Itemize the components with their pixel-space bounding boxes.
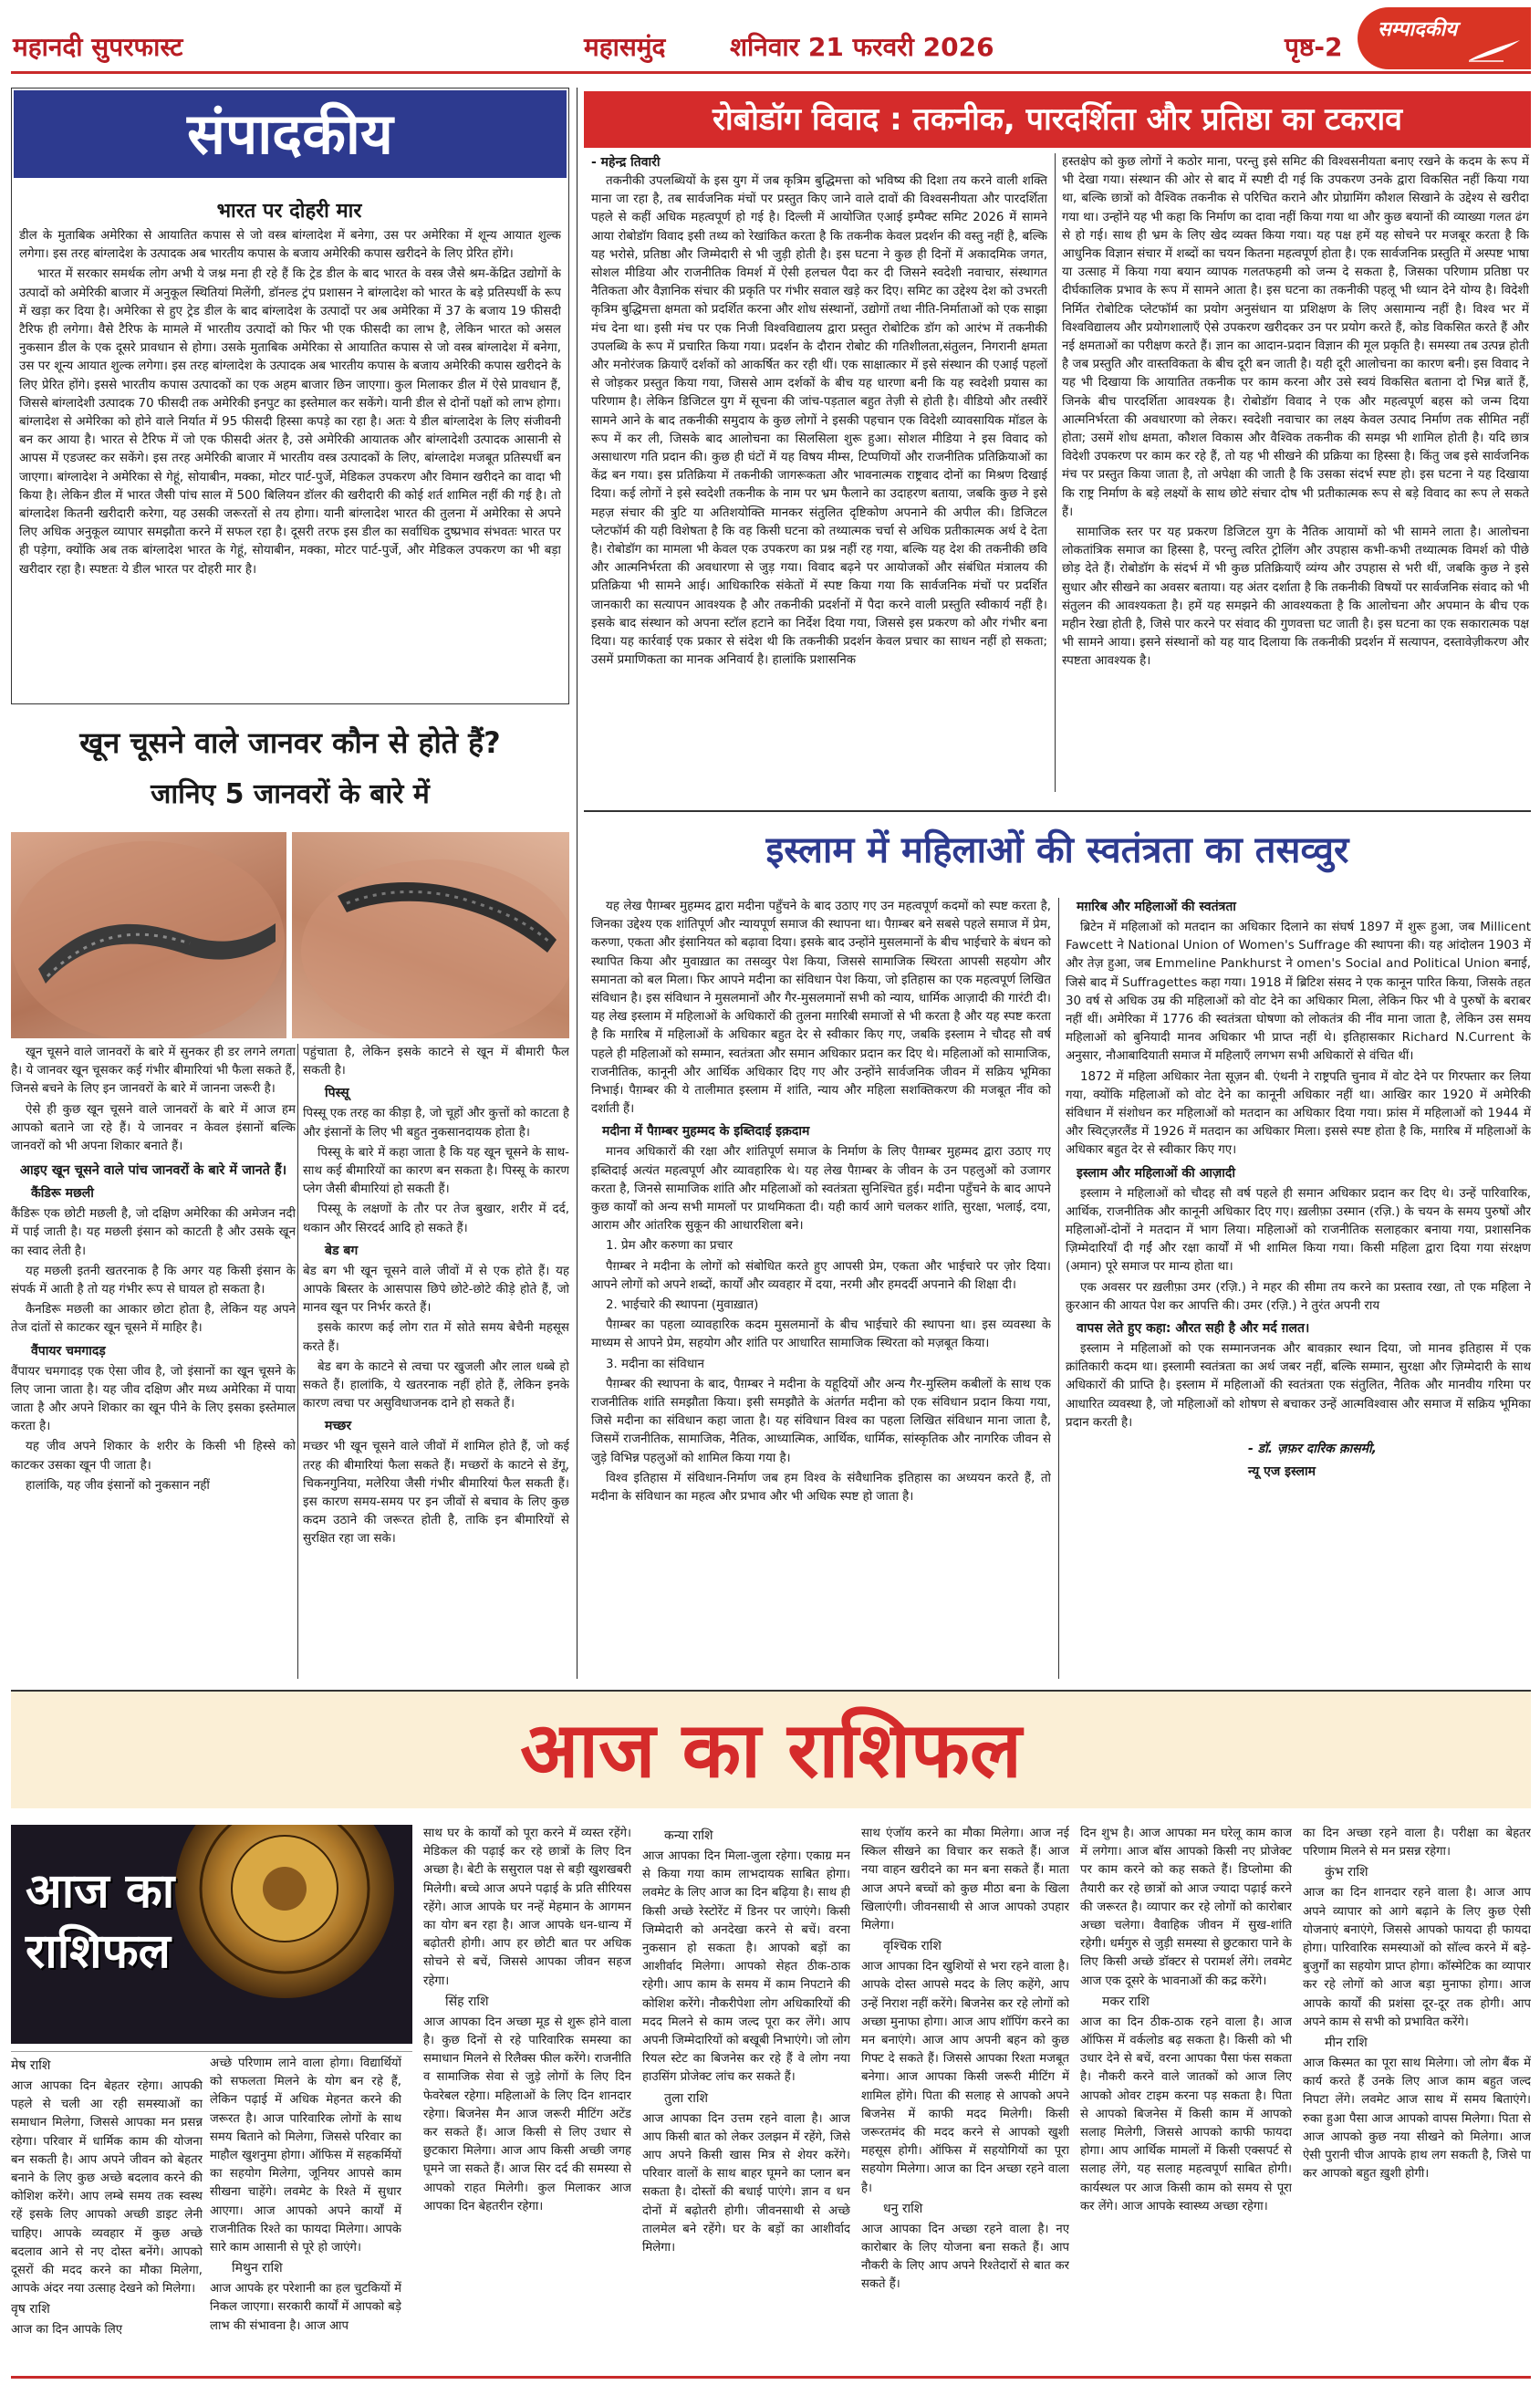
animals-para: पिस्सू एक तरह का कीड़ा है, जो चूहों और कुत्तों को काटता है और इंसानों के लिए भी बहुत नुकसानदायक होता है। <box>303 1107 569 1140</box>
islam-col-1 <box>591 898 1051 1679</box>
rashifal-col-e <box>1303 1825 1531 2372</box>
bed-bug-heading: बेड बग <box>325 1243 359 1258</box>
vampire-bat-heading: वैंपायर चमगादड़ <box>31 1343 106 1359</box>
candiru-heading: कैंडिरू मछली <box>31 1186 94 1202</box>
animals-para: कैनडिरू मछली का आकार छोटा होता है, लेकिन यह अपने तेज दांतों से काटकर खून चूसने में माहिर है। <box>11 1303 296 1336</box>
section-logo-text: सम्पादकीय <box>1378 18 1458 41</box>
rashi-heading: धनु राशि <box>883 2201 923 2216</box>
islam-para: 2. भाईचारे की स्थापना (मुवाख़ात) <box>606 1298 759 1313</box>
islam-para: एक अवसर पर ख़लीफ़ा उमर (रज़ि.) ने महर की सीमा तय करने का प्रस्ताव रखा, तो एक महिला ने क़ुरआन की आयत पेश कर आपत्ति की। उमर (रज़ि.) ने तुरंत अपनी राय <box>1066 1280 1531 1313</box>
rashifal-zodiac-image <box>11 1825 412 2044</box>
editorial-para: भारत में सरकार समर्थक लोग अभी ये जश्न मना ही रहे हैं कि ट्रेड डील के बाद भारत के वस्त्र जैसे श्रम-केंद्रित उद्योगों के उत्पादों को अमेरिकी बाजार में अनुकूल स्थितियां मिलेंगी, डॉनल्ड ट्रंप प्रशासन ने बांग्लादेश को भारत के बड़े प्रतिस्पर्धी के रूप में खड़ा कर दिया है। अमेरिका से हुए ट्रेड डील के बाद बांग्लादेश के उत्पादों पर अब अमेरिका में 37 के बजाय 19 फीसदी टैरिफ ही लगेगा। वैसे टैरिफ के मामले में भारतीय उत्पादों को फिर भी एक फीसदी का लाभ है, लेकिन भारत को असल नुकसान डील के एक दूसरे प्रावधान से होगा। उसके मुताबिक अमेरिका से आयातित कपास से जो वस्त्र बांग्लादेश में बनेगा, उस पर शून्य आयात शुल्क लगेगा। इस तरह बांग्लादेश के उत्पादक अब भारतीय कपास के बजाय अमेरिकी कपास खरीदने के लिए प्रेरित होंगे। इससे भारतीय कपास उत्पादकों का एक अहम बाजार छिन जाएगा। कुल मिलाकर डील में ऐसे प्रावधान हैं, जिससे बांग्लादेशी उत्पादक 70 फीसदी तक अमेरिकी इनपुट का इस्तेमाल कर सकेंगे। यानी डील से दोनों पक्षों को लाभ होगा। बांग्लादेश से अमेरिका को होने वाले निर्यात में 95 फीसदी हिस्सा कपड़े का रहा है। अतः ये डील बांग्लादेश के लिए संजीवनी बन कर आया है। भारत से टैरिफ में जो एक फीसदी अंतर है, उसे अमेरिकी आयातक और बांग्लादेशी उत्पादक आसानी से आपस में एडजस्ट कर सकेंगे। इस तरह अमेरिकी बाजार में भारतीय वस्त्र उत्पादकों के लिए, बांग्लादेश मजबूत प्रतिस्पर्धी बन जाएगा। बांग्लादेश ने अमेरिका से गेहूं, सोयाबीन, मक्का, मोटर पार्ट-पुर्जे, मेडिकल उपकरण और विमान खरीदने का वादा भी किया है। लेकिन डील में भारत जैसी पांच साल में 500 बिलियन डॉलर की खरीदारी की कोई शर्त शामिल नहीं की गई है। तो बांग्लादेश कितनी खरीदारी करेगा, यह उसकी जरूरतों से तय होगा। यानी बांग्लादेश भारत की तुलना में अमेरिका से अपने लिए अधिक अनुकूल व्यापार समझौता करने में सफल रहा है। दूसरी तरफ इस डील का सर्वाधिक दुष्प्रभाव संभवतः भारत पर ही पड़ेगा, क्योंकि अब तक बांग्लादेश भारत के गेहूं, सोयाबीन, मक्का, मोटर पार्ट-पुर्जे, और मेडिकल उपकरण का भी बड़ा खरीदार रहा है। स्पष्टतः ये डील भारत पर दोहरी मार है। <box>19 267 561 577</box>
islam-para: 1872 में महिला अधिकार नेता सूज़न बी. एंथनी ने राष्ट्रपति चुनाव में वोट देने पर गिरफ्तार कर लिया गया, क्योंकि महिलाओं को वोट देने का कानूनी अधिकार नहीं था। आखिर कार 1920 में अमेरिकी संविधान में संशोधन कर महिलाओं को मतदान का अधिकार दिया गया। फ्रांस में महिलाओं को 1944 में और स्विट्ज़रलैंड में 1926 में मतदान का अधिकार मिला। इससे स्पष्ट होता है कि, मग़रिब में महिलाओं के अधिकार बहुत देर से स्वीकार किए गए। <box>1066 1069 1531 1158</box>
editorial-box <box>11 88 569 704</box>
rashi-heading: मीन राशि <box>1325 2036 1368 2051</box>
islam-para: पैग़म्बर ने मदीना के लोगों को संबोधित करते हुए आपसी प्रेम, एकता और भाईचारे पर ज़ोर दिया। आपने लोगों को अपने शब्दों, कार्यों और व्यवहार में दया, नरमी और हमदर्दी अपनाने की शिक्षा दी। <box>591 1259 1051 1292</box>
robodog-col-1 <box>591 153 1047 792</box>
animals-para: इसके कारण कई लोग रात में सोते समय बेचैनी महसूस करते हैं। <box>303 1321 569 1354</box>
islam-author: - डॉ. ज़फ़र दारिक क़ासमी, <box>1248 1442 1377 1457</box>
leech-photo-right <box>292 832 569 1038</box>
animals-para: यह जीव अपने शिकार के शरीर के किसी भी हिस्से को काटकर उसका खून पी जाता है। <box>11 1440 296 1473</box>
rashi-heading: वृश्चिक राशि <box>883 1939 942 1954</box>
rashi-heading: वृष राशि <box>11 2302 50 2317</box>
column-divider <box>297 1044 298 1679</box>
islam-headline: इस्लाम में महिलाओं की स्वतंत्रता का तसव्वुर <box>765 829 1349 871</box>
rashifal-text: आज आपका दिन बेहतर रहेगा। आपकी पहले से चली आ रही समस्याओं का समाधान मिलेगा, जिससे आपका मन प्रसन्न रहेगा। परिवार में धार्मिक काम की योजना बन सकती है। आप अपने जीवन को बेहतर बनाने के लिए कुछ अच्छे बदलाव करने की कोशिश करेंगे। आप लम्बे समय तक स्वस्थ रहें इसके लिए आपको अच्छी डाइट लेनी चाहिए। आपके व्यवहार में कुछ अच्छे बदलाव आने से नए दोस्त बनेंगे। आपको दूसरों की मदद करने का मौका मिलेगा, आपके अंदर नया उत्साह देखने को मिलेगा। <box>11 2079 203 2296</box>
rashifal-text: अच्छे परिणाम लाने वाला होगा। विद्यार्थियों को सफलता मिलने के योग बन रहे हैं, लेकिन पढ़ाई में अधिक मेहनत करने की जरूरत है। आज पारिवारिक लोगों के साथ समय बिताने को मिलेगा, जिससे परिवार का माहौल खुशनुमा होगा। ऑफिस में सहकर्मियों का सहयोग मिलेगा, जूनियर आपसे काम सीखना चाहेंगे। लवमेट के रिश्ते में सुधार आएगा। आज आपको अपने कार्यों में राजनीतिक रिश्ते का फायदा मिलेगा। आपके सारे काम आसानी से पूरे हो जाएंगे। <box>210 2057 401 2255</box>
rashifal-image-title: आज का राशिफल <box>26 1864 175 1979</box>
islam-source: न्यू एज इस्लाम <box>1248 1464 1316 1480</box>
islam-para: इस्लाम ने महिलाओं को चौदह सौ वर्ष पहले ही समान अधिकार प्रदान कर दिए थे। उन्हें पारिवारिक, आर्थिक, राजनीतिक और कानूनी अधिकार दिए गए। ख़लीफ़ा उस्मान (रज़ि.) के चयन के समय पुरुषों और महिलाओं-दोनों ने मतदान में भाग लिया। महिलाओं को राजनीतिक सलाहकार बनाया गया, प्रशासनिक ज़िम्मेदारियाँ दी गईं और रक्षा कार्यों में भी शामिल किया गया। किसी महिला द्वारा दिया गया संरक्षण (अमान) पूरे समाज पर मान्य होता था। <box>1066 1186 1531 1275</box>
city-label: महासमुंद <box>584 32 666 62</box>
editorial-para: डील के मुताबिक अमेरिका से आयातित कपास से जो वस्त्र बांग्लादेश में बनेगा, उस पर अमेरिका में शून्य आयात शुल्क लगेगा। इस तरह बांग्लादेश के उत्पादक अब भारतीय कपास के बजाय अमेरिकी कपास खरीदने के लिए प्रेरित होंगे। <box>19 229 561 262</box>
editorial-banner <box>14 90 567 178</box>
quill-pen-icon <box>1467 38 1522 62</box>
islam-para: 3. मदीना का संविधान <box>606 1357 704 1371</box>
islam-women-subheading: इस्लाम और महिलाओं की आज़ादी <box>1077 1165 1235 1181</box>
rashi-heading: सिंह राशि <box>445 1994 489 2009</box>
islam-para: ब्रिटेन में महिलाओं को मतदान का अधिकार दिलाने का संघर्ष 1897 में शुरू हुआ, जब Millicent Fawcett ने National Union of Women's Suffrage की स्थापना की। यह आंदोलन 1903 में और तेज़ हुआ, जब Emmeline Pankhurst ने omen's Social and Political Union बनाई, जिसे बाद में Suffragettes कहा गया। 1918 में ब्रिटिश संसद ने एक कानून पारित किया, जिसके तहत 30 वर्ष से अधिक उम्र की महिलाओं को वोट देने का अधिकार मिला, लेकिन फिर भी वे पुरुषों के बराबर नहीं थीं। अमेरिका में 1776 की स्वतंत्रता घोषणा को लोकतंत्र की नींव माना जाता है, लेकिन उस समय महिलाओं को बुनियादी मानव अधिकार भी प्राप्त नहीं थे। इतिहासकार Richard N.Current के अनुसार, नौआबादियाती समाज में महिलाएँ लगभग सभी अधिकारों से वंचित थीं। <box>1066 921 1531 1064</box>
animals-para: वैंपायर चमगादड़ एक ऐसा जीव है, जो इंसानों का खून चूसने के लिए जाना जाता है। यह जीव दक्षिण और मध्य अमेरिका में पाया जाता है और अपने शिकार का खून पीने के लिए इसका इस्तेमाल करता है। <box>11 1364 296 1434</box>
date-label: शनिवार 21 फरवरी 2026 <box>730 32 994 62</box>
animals-title-2: जानिए 5 जानवरों के बारे में <box>151 778 430 810</box>
animals-para: मच्छर भी खून चूसने वाले जीवों में शामिल होते हैं, जो कई तरह की बीमारियां फैला सकते हैं। मच्छरों के काटने से डेंगू, चिकनगुनिया, मलेरिया जैसी गंभीर बीमारियां फैल सकती हैं। इस कारण समय-समय पर इन जीवों से बचाव के लिए कुछ कदम उठाने की जरूरत होती है, ताकि इन बीमारियों से सुरक्षित रहा जा सके। <box>303 1440 569 1547</box>
flea-heading: पिस्सू <box>325 1086 349 1101</box>
masthead <box>0 0 1540 77</box>
rashifal-text: का दिन अच्छा रहने वाला है। परीक्षा का बेहतर परिणाम मिलने से मन प्रसन्न रहेगा। <box>1303 1827 1531 1859</box>
rashifal-text: आज किस्मत का पूरा साथ मिलेगा। जो लोग बैंक में कार्य करते हैं उनके लिए आज काम बहुत जल्द निपटा लेंगे। लवमेट आज साथ में समय बिताएंगे। रुका हुआ पैसा आज आपको वापस मिलेगा। पिता से आज आपको कुछ नया सीखने को मिलेगा। आज ऐसी पुरानी चीज आपके हाथ लग सकती है, जिसे पा कर आपको बहुत ख़ुशी होगी। <box>1303 2057 1531 2182</box>
mosquito-heading: मच्छर <box>325 1419 352 1434</box>
animals-para: पिस्सू के लक्षणों के तौर पर तेज बुखार, शरीर में दर्द, थकान और सिरदर्द आदि हो सकते हैं। <box>303 1203 569 1235</box>
rashi-heading: कुंभ राशि <box>1325 1865 1368 1880</box>
masthead-rule <box>11 71 1531 74</box>
leech-photo-left <box>11 832 286 1038</box>
rashifal-col-g <box>210 2055 401 2372</box>
animals-para: ऐसे ही कुछ खून चूसने वाले जानवरों के बारे में आज हम आपको बताने जा रहे हैं। ये जानवर न केवल इंसानों बल्कि जानवरों को भी अपना शिकार बनाते हैं। <box>11 1102 296 1154</box>
animals-col-2 <box>303 1044 569 1679</box>
animals-title-1: खून चूसने वाले जानवर कौन से होते हैं? <box>79 725 501 760</box>
islam-para: 1. प्रेम और करुणा का प्रचार <box>606 1239 734 1254</box>
column-divider <box>1055 153 1056 792</box>
rashifal-text: आज आपके हर परेशानी का हल चुटकियों में निकल जाएगा। सरकारी कार्यों में आपको बड़े लाभ की संभावना है। आज आप <box>210 2282 401 2333</box>
rashifal-bottom-strip <box>11 2051 412 2052</box>
rashi-heading: मकर राशि <box>1102 1994 1150 2009</box>
rashifal-text: आज का दिन शानदार रहने वाला है। आज आप अपने व्यापार को आगे बढ़ाने के लिए कुछ ऐसी योजनाएं बनाएंगे, जिससे आपको फायदा ही फायदा होगा। पारिवारिक समस्याओं को सॉल्व करने में बड़े-बुजुर्गों का सहयोग प्राप्त होगा। कॉस्मेटिक का व्यापार कर रहे लोगों को आज बड़ा मुनाफा होगा। आज आपके कार्यों की प्रशंसा दूर-दूर तक होगी। आप अपने काम से सभी को प्रभावित करेंगे। <box>1303 1886 1531 2029</box>
rashifal-text: आज आपका दिन अच्छा मूड से शुरू होने वाला है। कुछ दिनों से रहे पारिवारिक समस्या का समाधान मिलने से रिलैक्स फील करेंगे। राजनीति व सामाजिक सेवा से जुड़े लोगों के लिए दिन फेवरेबल रहेगा। महिलाओं के लिए दिन शानदार रहेगा। बिजनेस मैन आज जरूरी मीटिंग अटेंड कर सकते हैं। आज किसी से लिए उधार से छुटकारा मिलेगा। आज आप किसी अच्छी जगह घूमने जा सकते हैं। आज सिर दर्द की समस्या से आपको राहत मिलेगी। कुल मिलाकर आज आपका दिन बेहतरीन रहेगा। <box>423 2015 631 2213</box>
animals-para: बेड बग भी खून चूसने वाले जीवों में से एक होते हैं। यह आपके बिस्तर के आसपास छिपे छोटे-छोटे कीड़े होते हैं, जो मानव खून पर निर्भर करते हैं। <box>303 1264 569 1316</box>
animals-subheading: आइए खून चूसने वाले पांच जानवरों के बारे में जानते हैं। <box>19 1163 287 1179</box>
bottom-rule <box>11 2376 1531 2379</box>
robodog-headline: रोबोडॉग विवाद : तकनीक, पारदर्शिता और प्रतिष्ठा का टकराव <box>712 101 1403 138</box>
robodog-para: सामाजिक स्तर पर यह प्रकरण डिजिटल युग के नैतिक आयामों को भी सामने लाता है। आलोचना लोकतांत्रिक समाज का हिस्सा है, परन्तु त्वरित ट्रोलिंग और उपहास कभी-कभी तथ्यात्मक विमर्श को पीछे छोड़ देते हैं। रोबोडॉग के संदर्भ में भी कुछ प्रतिक्रियाएँ व्यंग्य और उपहास से भरी थीं, जबकि कुछ ने इसे सुधार और सीखने का अवसर बताया। यह अंतर दर्शाता है कि तकनीकी विषयों पर सार्वजनिक संवाद को भी संतुलन की आवश्यकता है। हमें यह समझने की आवश्यकता है कि आलोचना और अपमान के बीच एक महीन रेखा होती है, जिसे पार करने पर संवाद की गुणवत्ता घट जाती है। इस घटना का एक सकारात्मक पक्ष भी सामने आया। इसने संस्थानों को यह याद दिलाया कि तकनीकी प्रदर्शन में सत्यापन, दस्तावेज़ीकरण और स्पष्टता आवश्यक है। <box>1062 526 1529 669</box>
islam-para: विश्व इतिहास में संविधान-निर्माण जब हम विश्व के संवैधानिक इतिहास का अध्ययन करते हैं, तो मदीना के संविधान का महत्व और प्रभाव और भी अधिक स्पष्ट हो जाता है। <box>591 1471 1051 1505</box>
rashi-heading: मेष राशि <box>11 2058 51 2073</box>
rashifal-text: आज का दिन आपके लिए <box>11 2323 123 2338</box>
islam-para: यह लेख पैग़म्बर मुहम्मद द्वारा मदीना पहुँचने के बाद उठाए गए उन महत्वपूर्ण कदमों को स्पष्ट करता है, जिनका उद्देश्य एक शांतिपूर्ण और न्यायपूर्ण समाज की स्थापना था। पैग़म्बर बने सबसे पहले समाज में प्रेम, करुणा, एकता और इंसानियत को बढ़ावा दिया। इसके बाद उन्होंने मुसलमानों के बीच भाईचारे के बंधन को स्थापित किया और मुवाख़ात का तसव्वुर पेश किया, जिससे सामाजिक स्थिरता आपसी सहयोग और समानता को बल मिला। फिर आपने मदीना का संविधान पेश किया, जो इतिहास का एक महत्वपूर्ण लिखित संविधान है। इस संविधान ने मुसलमानों और गैर-मुसलमानों सभी को न्याय, धार्मिक आज़ादी की गारंटी दी। यह लेख इस्लाम में महिलाओं के अधिकारों की तुलना मग़रिबी समाजों से भी करता है और यह स्पष्ट करता है कि मग़रिब में महिलाओं के अधिकार बहुत देर से स्वीकार किए गए, जबकि इस्लाम ने चौदह सौ वर्ष पहले ही महिलाओं को सम्मान, स्वतंत्रता और समान अधिकार प्रदान कर दिए थे। महिलाओं को सामाजिक, राजनीतिक, कानूनी और आर्थिक अधिकार दिए गए और उन्होंने सार्वजनिक जीवन में सक्रिय भूमिका निभाई। पैग़म्बर की ये तालीमात इस्लाम में शांति, न्याय और महिला सशक्तिकरण की मजबूत नींव को दर्शाती हैं। <box>591 900 1051 1117</box>
rashi-heading: कन्या राशि <box>664 1828 713 1843</box>
page-divider <box>577 88 578 1679</box>
west-subheading: मग़रिब और महिलाओं की स्वतंत्रता <box>1077 900 1236 914</box>
rashifal-col-d <box>1080 1825 1292 2372</box>
rashifal-text: साथ घर के कार्यों को पूरा करने में व्यस्त रहेंगे। मेडिकल की पढ़ाई कर रहे छात्रों के लिए दिन अच्छा है। बेटी के ससुराल पक्ष से बड़ी खुशखबरी मिलेगी। बच्चे आज अपने पढ़ाई के प्रति सीरियस रहेंगे। आज आपके घर नन्हें मेहमान के आगमन का योग बन रहा है। आज आपके धन-धान्य में बढ़ोतरी होगी। आप हर छोटी बात पर अधिक सोचने से बचें, जिससे आपका जीवन सहज रहेगा। <box>423 1827 631 1988</box>
editorial-banner-text: संपादकीय <box>187 100 393 167</box>
rashifal-text: आज आपका दिन खुशियों से भरा रहने वाला है। आपके दोस्त आपसे मदद के लिए कहेंगे, आप उन्हें निराश नहीं करेंगे। बिजनेस कर रहे लोगों को अच्छा मुनाफा होगा। आज आप शॉपिंग करने का मन बनाएंगे। आज आप अपनी बहन को कुछ गिफ्ट दे सकते हैं। जिससे आपका रिश्ता मजबूत बनेगा। आज आपका किसी जरूरी मीटिंग में शामिल होंगे। पिता की सलाह से आपको अपने बिजनेस में काफी मदद मिलेगी। किसी जरूरतमंद की मदद करने से आपको खुशी महसूस होगी। ऑफिस में सहयोगियों का पूरा सहयोग मिलेगा। आज का दिन अच्छा रहने वाला है। <box>861 1960 1069 2195</box>
rashi-heading: मिथुन राशि <box>232 2261 283 2276</box>
medina-subheading: मदीना में पैग़म्बर मुहम्मद के इब्तिदाई इक़दाम <box>602 1124 810 1140</box>
robodog-author: - महेन्द्र तिवारी <box>591 155 661 170</box>
robodog-para: हस्तक्षेप को कुछ लोगों ने कठोर माना, परन्तु इसे समिट की विश्वसनीयता बनाए रखने के कदम के रूप में भी देखा गया। संस्थान की ओर से बाद में स्पष्टी दी गई कि उपकरण उनके द्वारा विकसित नहीं किया गया था, बल्कि छात्रों को वैश्विक तकनीक से परिचित कराने और प्रोग्रामिंग कौशल सिखाने के उद्देश्य से खरीदा गया था। उन्होंने यह भी कहा कि निर्माण का दावा नहीं किया गया था और कुछ बयानों की व्याख्या गलत ढंग से हो गई। साथ ही भ्रम के लिए खेद व्यक्त किया गया। यह पक्ष हमें यह सोचने पर मजबूर करता है कि आधुनिक विज्ञान संचार में शब्दों का चयन कितना महत्वपूर्ण होता है। एक सार्वजनिक प्रस्तुति में अस्पष्ट भाषा या उत्साह में किया गया बयान व्यापक गलतफहमी को जन्म दे सकता है, जिसका परिणाम प्रतिष्ठा पर दीर्घकालिक प्रभाव के रूप में सामने आता है। इस घटना का तकनीकी पहलू भी ध्यान देने योग्य है। विदेशी निर्मित रोबोटिक प्लेटफॉर्म का प्रयोग अनुसंधान या प्रशिक्षण के लिए असामान्य नहीं है। विश्व भर में विश्वविद्यालय और प्रयोगशालाएँ ऐसे उपकरण खरीदकर उन पर प्रयोग करते हैं, कोड विकसित करते हैं और नई क्षमताओं का परीक्षण करते हैं। ज्ञान का आदान-प्रदान विज्ञान की मूल प्रकृति है। समस्या तब उत्पन्न होती है जब प्रस्तुति और वास्तविकता के बीच दूरी बन जाती है। यही दूरी आलोचना का कारण बनी। इस विवाद ने यह भी दिखाया कि आयातित तकनीक पर काम करना और उसे स्वयं विकसित बताना दो भिन्न बातें हैं, जिनके बीच पारदर्शिता आवश्यक है। रोबोडॉग विवाद ने एक और महत्वपूर्ण बहस को जन्म दिया आत्मनिर्भरता की अवधारणा को लेकर। स्वदेशी नवाचार का लक्ष्य केवल उत्पाद निर्माण तक सीमित नहीं होता; उसमें शोध क्षमता, कौशल विकास और वैश्विक तकनीक की समझ भी शामिल होती है। यदि छात्र विदेशी उपकरण पर काम कर रहे हैं, तो यह भी सीखने की प्रक्रिया का हिस्सा है। किंतु जब इसे सार्वजनिक मंच पर प्रस्तुत किया जाता है, तो अपेक्षा की जाती है कि उसका संदर्भ स्पष्ट हो। इस घटना ने यह दिखाया कि राष्ट्र निर्माण के बड़े लक्ष्यों के साथ छोटे संचार दोष भी प्रतीकात्मक रूप से बड़े विवाद का रूप ले सकते हैं। <box>1062 155 1529 519</box>
animals-col-1 <box>11 1044 296 1679</box>
animals-para: कैंडिरू एक छोटी मछली है, जो दक्षिण अमेरिका की अमेजन नदी में पाई जाती है। यह मछली इंसान को काटती है और उसके खून का स्वाद लेती है। <box>11 1207 296 1258</box>
islam-col-2 <box>1066 898 1531 1679</box>
paper-name: महानदी सुपरफास्ट <box>13 32 183 62</box>
rashifal-text: साथ एंजॉय करने का मौका मिलेगा। आज नई स्किल सीखने का विचार कर सकते हैं। आज नया वाहन खरीदने का मन बना सकते हैं। माता आज अपने बच्चों को कुछ मीठा बना के खिला खिलाएंगी। जीवनसाथी से आज आपको उपहार मिलेगा। <box>861 1827 1069 1933</box>
rashifal-banner <box>11 1690 1531 1808</box>
rashifal-col-f <box>11 2055 203 2372</box>
section-logo <box>1358 7 1531 69</box>
return-subheading: वापस लेते हुए कहा: औरत सही है और मर्द ग़लत। <box>1077 1321 1310 1337</box>
column-divider <box>1058 898 1059 1679</box>
rashifal-text: आज का दिन ठीक-ठाक रहने वाला है। आज ऑफिस में वर्कलोड बढ़ सकता है। किसी को भी उधार देने से बचें, वरना आपका पैसा फंस सकता है। नौकरी करने वाले जातकों को आज लिए आपको ओवर टाइम करना पड़ सकता है। पिता से आपको बिजनेस में किसी काम में आपको सलाह मिलेगी, जिससे आपको काफी फायदा होगा। आप आर्थिक मामलों में किसी एक्सपर्ट से सलाह लेंगे, यह सलाह महत्वपूर्ण साबित होगी। कार्यस्थल पर आज किसी काम को समय से पूरा कर लेंगे। आज आपके स्वास्थ्य अच्छा रहेगा। <box>1080 2015 1292 2213</box>
robodog-headline-bar <box>584 91 1531 148</box>
islam-para: पैग़म्बर का पहला व्यावहारिक कदम मुसलमानों के बीच भाईचारे की स्थापना था। इस व्यवस्था के माध्यम से आपने प्रेम, सहयोग और शांति पर आधारित सामाजिक स्थिरता को मज़बूत किया। <box>591 1318 1051 1351</box>
robodog-para: तकनीकी उपलब्धियों के इस युग में जब कृत्रिम बुद्धिमत्ता को भविष्य की दिशा तय करने वाली शक्ति माना जा रहा है, तब सार्वजनिक मंचों पर प्रस्तुत किए जाने वाले दावों की विश्वसनीयता और पारदर्शिता पहले से कहीं अधिक महत्वपूर्ण हो गई है। दिल्ली में आयोजित एआई इम्पैक्ट समिट 2026 में सामने आया रोबोडॉग विवाद इसी तथ्य को रेखांकित करता है कि तकनीक केवल प्रदर्शन की वस्तु नहीं है, बल्कि यह भरोसे, प्रतिष्ठा और जिम्मेदारी से भी जुड़ी होती है। इस घटना ने कुछ ही दिनों में अकादमिक जगत, सोशल मीडिया और राजनीतिक विमर्श में ऐसी हलचल पैदा कर दी जिसने स्वदेशी नवाचार, संस्थागत नैतिकता और वैज्ञानिक संचार की प्रकृति पर गंभीर सवाल खड़े कर दिए। समिट का उद्देश्य देश को उभरती कृत्रिम बुद्धिमत्ता क्षमता को प्रदर्शित करना और शोध संस्थानों, उद्योगों तथा नीति-निर्माताओं को एक साझा मंच देना था। इसी मंच पर एक निजी विश्वविद्यालय द्वारा प्रस्तुत रोबोटिक डॉग को आरंभ में तकनीकी उपलब्धि के रूप में प्रचारित किया गया। प्रदर्शन के दौरान रोबोट की गतिशीलता,संतुलन, निगरानी क्षमता और मनोरंजक क्रियाएँ दर्शकों को आकर्षित कर रही थीं। एक साक्षात्कार में इसे संस्थान की एआई पहलों से जोड़कर प्रस्तुत किया गया, जिससे आम दर्शकों के बीच यह धारणा बनी कि यह स्वदेशी प्रयास का परिणाम है। लेकिन डिजिटल युग में सूचना की जांच-पड़ताल बहुत तेज़ी से होती है। वीडियो और तस्वीरें सामने आने के बाद तकनीकी समुदाय के कुछ लोगों ने इसकी पहचान एक विदेशी व्यावसायिक मॉडल के रूप में कर ली, जिसके बाद आलोचना का सिलसिला शुरू हुआ। सोशल मीडिया ने इस विवाद को असाधारण गति प्रदान की। कुछ ही घंटों में यह विषय मीम्स, टिप्पणियों और राजनीतिक प्रतिक्रियाओं का केंद्र बन गया। इस प्रतिक्रिया में तकनीकी जागरूकता और भावनात्मक राष्ट्रवाद दोनों का मिश्रण दिखाई दिया। कई लोगों ने इसे स्वदेशी तकनीक के नाम पर भ्रम फैलाने का उदाहरण बताया, जबकि कुछ ने इसे महज़ संचार की त्रुटि या अतिशयोक्ति मानकर संतुलित दृष्टिकोण अपनाने की अपील की। डिजिटल प्लेटफॉर्म की यही विशेषता है कि वह किसी घटना को तथ्यात्मक चर्चा से अधिक प्रतीकात्मक अर्थ दे देता है। रोबोडॉग का मामला भी केवल एक उपकरण का प्रश्न नहीं रह गया, बल्कि यह देश की तकनीकी छवि और आत्मनिर्भरता की अवधारणा से जुड़ गया। विवाद बढ़ने पर आयोजकों और संबंधित मंत्रालय की प्रतिक्रिया भी सामने आई। आधिकारिक संकेतों में स्पष्ट किया गया कि सार्वजनिक मंचों पर प्रदर्शित जानकारी का सत्यापन आवश्यक है और तकनीकी प्रदर्शनों में पैदा करने वाली प्रस्तुति स्वीकार्य नहीं है। इसके बाद संस्थान को अपना स्टॉल हटाने का निर्देश दिया गया, जिससे इस प्रकरण को और गंभीर बना दिया। यह कार्रवाई एक प्रकार से संदेश थी कि तकनीकी प्रदर्शन केवल प्रचार का साधन नहीं हो सकता; उसमें प्रमाणिकता का मानक अनिवार्य है। हालांकि प्रशासनिक <box>591 174 1047 668</box>
rashifal-text: आज आपका दिन मिला-जुला रहेगा। एकाग्र मन से किया गया काम लाभदायक साबित होगा। लवमेट के लिए आज का दिन बढ़िया है। साथ ही किसी अच्छे रेस्टोरेंट में डिनर पर जाएंगे। किसी जिम्मेदारी को अनदेखा करने से बचें। वरना नुकसान हो सकता है। आपको बड़ों का आशीर्वाद मिलेगा। आपको सेहत ठीक-ठाक रहेगी। आप काम के समय में काम निपटाने की कोशिश करेंगे। नौकरीपेशा लोग अधिकारियों की मदद मिलने से काम जल्द पूरा कर लेंगे। आप अपनी जिम्मेदारियों को बखूबी निभाएंगे। जो लोग रियल स्टेट का बिजनेस कर रहे हैं वे लोग नया हाउसिंग प्रोजेक्ट लांच कर सकते हैं। <box>642 1849 850 2085</box>
page-number: पृष्ठ-2 <box>1285 32 1343 62</box>
rashifal-col-c <box>861 1825 1069 2372</box>
rashifal-text: दिन शुभ है। आज आपका मन घरेलू काम काज में लगेगा। आज बॉस आपको किसी नए प्रोजेक्ट पर काम करने को कह सकते हैं। डिप्लोमा की तैयारी कर रहे छात्रों को आज ज्यादा पढ़ाई करने की जरूरत है। व्यापार कर रहे लोगों को कारोबार अच्छा चलेगा। वैवाहिक जीवन में सुख-शांति रहेगी। धर्मगुरु से जुड़ी समस्या से छुटकारा पाने के लिए किसी अच्छे डॉक्टर से परामर्श लेंगे। लवमेट आज एक दूसरे के भावनाओं की कद्र करेंगे। <box>1080 1827 1292 1988</box>
animals-para: हालांकि, यह जीव इंसानों को नुकसान नहीं <box>26 1478 210 1493</box>
rashifal-banner-text: आज का राशिफल <box>520 1705 1022 1795</box>
islam-para: पैग़म्बर की स्थापना के बाद, पैग़म्बर ने मदीना के यहूदियों और अन्य गैर-मुस्लिम कबीलों के साथ एक राजनीतिक शांति समझौता किया। इसी समझौते के अंतर्गत मदीना को एक संविधान प्रदान किया गया, जिसे मदीना का संविधान कहा जाता है। यह संविधान विश्व का पहला लिखित संविधान माना जाता है, जिसमें राजनीतिक, सामाजिक, नैतिक, आध्यात्मिक, आर्थिक, धार्मिक, सांस्कृतिक और नागरिक जीवन से जुड़े विभिन्न पहलुओं को शामिल किया गया है। <box>591 1377 1051 1465</box>
animals-para: पहुंचाता है, लेकिन इसके काटने से खून में बीमारी फैल सकती है। <box>303 1046 569 1078</box>
robodog-col-2 <box>1062 153 1529 792</box>
islam-headline-bar <box>584 810 1531 889</box>
animals-para: पिस्सू के बारे में कहा जाता है कि यह खून चूसने के साथ-साथ कई बीमारियों का कारण बन सकता है। पिस्सू के कारण प्लेग जैसी बीमारियां हो सकती हैं। <box>303 1145 569 1197</box>
islam-para: मानव अधिकारों की रक्षा और शांतिपूर्ण समाज के निर्माण के लिए पैग़म्बर मुहम्मद द्वारा उठाए गए इब्तिदाई अत्यंत महत्वपूर्ण और व्यावहारिक थे। यह लेख पैग़म्बर के जीवन के उन पहलुओं को उजागर करता है, जिनसे सामाजिक शांति और महिलाओं को स्वतंत्रता सुनिश्चित हुई। मदीना पहुँचने के बाद आपने कुछ कार्यों को अन्य सभी मामलों पर प्राथमिकता दी। यही कार्य आगे चलकर शांति, सुरक्षा, भलाई, दया, आराम और आंतरिक सुकून की आधारशिला बने। <box>591 1145 1051 1234</box>
editorial-body <box>19 227 561 700</box>
rashifal-text: आज आपका दिन उत्तम रहने वाला है। आज आप किसी बात को लेकर उलझन में रहेंगे, जिसे आप अपने किसी खास मित्र से शेयर करेंगे। परिवार वालों के साथ बाहर घूमने का प्लान बन सकता है। दोस्तों की बधाई पाएंगे। ज्ञान व धन दोनों में बढ़ोतरी होगी। जीवनसाथी से अच्छे तालमेल बने रहेंगे। घर के बड़ों का आशीर्वाद मिलेगा। <box>642 2111 850 2255</box>
islam-para: इस्लाम ने महिलाओं को एक सम्मानजनक और बावक़ार स्थान दिया, जो मानव इतिहास में एक क्रांतिकारी कदम था। इस्लामी स्वतंत्रता का अर्थ जबर नहीं, बल्कि सम्मान, सुरक्षा और ज़िम्मेदारी के साथ अधिकारों की प्राप्ति है। इस्लाम में महिलाओं की स्वतंत्रता एक संतुलित, नैतिक और मानवीय गरिमा पर आधारित व्यवस्था है, जो महिलाओं को शोषण से बचाकर उन्हें आत्मविश्वास और समाज में सक्रिय भूमिका प्रदान करती है। <box>1066 1342 1531 1430</box>
rashifal-col-b <box>642 1825 850 2372</box>
animals-para: यह मछली इतनी खतरनाक है कि अगर यह किसी इंसान के संपर्क में आती है तो यह गंभीर रूप से घायल हो सकता है। <box>11 1264 296 1297</box>
rashi-heading: तुला राशि <box>664 2090 709 2106</box>
animals-para: बेड बग के काटने से त्वचा पर खुजली और लाल धब्बे हो सकते हैं। हालांकि, ये खतरनाक नहीं होते हैं, लेकिन इनके कारण त्वचा पर असुविधाजनक दाने हो सकते हैं। <box>303 1359 569 1411</box>
rashifal-col-a <box>423 1825 631 2372</box>
editorial-title: भारत पर दोहरी मार <box>216 200 362 223</box>
rashifal-text: आज आपका दिन अच्छा रहने वाला है। नए कारोबार के लिए योजना बना सकते हैं। आप नौकरी के लिए आप अपने रिश्तेदारों से बात कर सकते हैं। <box>861 2222 1069 2292</box>
animals-para: खून चूसने वाले जानवरों के बारे में सुनकर ही डर लगने लगता है। ये जानवर खून चूसकर कई गंभीर बीमारियां भी फैला सकते हैं, जिनसे बचने के लिए इन जानवरों के बारे में जानना जरूरी है। <box>11 1046 296 1097</box>
